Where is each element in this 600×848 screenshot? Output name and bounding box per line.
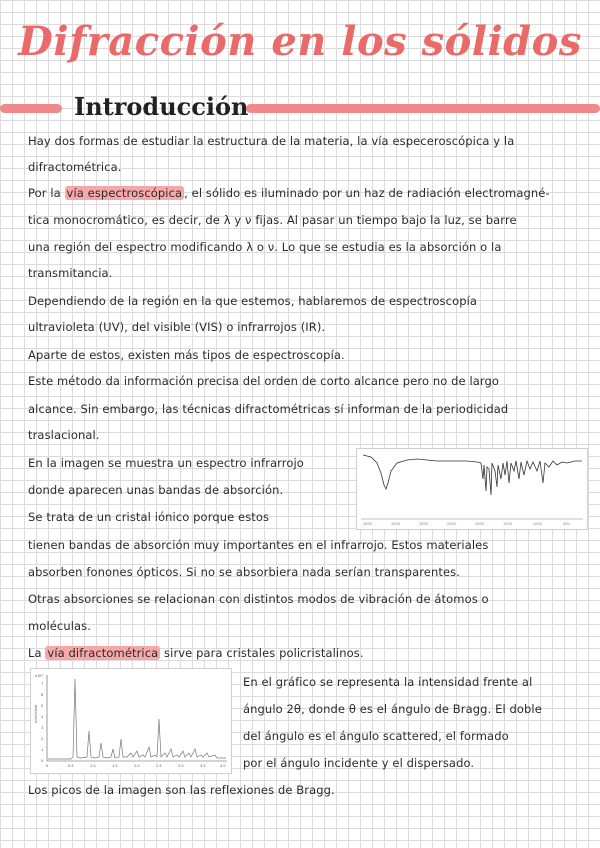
ir-x-tick: 2000 — [475, 522, 484, 526]
xrd-y-tick: 4 — [41, 715, 44, 719]
text-line: traslacional. — [28, 428, 100, 442]
text-line: Aparte de estos, existen más tipos de espectroscopía. — [28, 348, 345, 362]
xrd-x-tick: 3.5 — [200, 764, 206, 768]
text-line — [28, 186, 550, 200]
text-line: tica monocromático, es decir, de λ y ν fijas. Al pasar un tiempo bajo la luz, se barre — [28, 213, 517, 227]
text-line: Los picos de la imagen son las reflexiones de Bragg. — [28, 783, 335, 797]
xrd-y-tick: 7 — [41, 682, 44, 686]
text-run: , el sólido es iluminado por un haz de radiación electromagné- — [184, 186, 550, 200]
xrd-x-tick: 3.0 — [178, 764, 184, 768]
text-line: Otras absorciones se relacionan con distintos modos de vibración de átomos o — [28, 592, 489, 606]
page-title: Difracción en los sólidos — [18, 18, 582, 65]
ir-x-tick: 3500 — [391, 522, 400, 526]
text-line: Hay dos formas de estudiar la estructura de la materia, la vía especeroscópica y la — [28, 134, 515, 148]
ir-x-tick: 1500 — [503, 522, 512, 526]
text-run: Por la — [28, 186, 65, 200]
xrd-pattern-figure — [30, 668, 232, 774]
xrd-x-tick: 2.0 — [134, 764, 140, 768]
ir-x-tick: 2500 — [447, 522, 456, 526]
ir-x-tick: 4000 — [363, 522, 372, 526]
text-line: Dependiendo de la región en la que estemos, hablaremos de espectroscopía — [28, 294, 478, 308]
text-line: transmitancia. — [28, 266, 113, 280]
xrd-pattern-plot — [31, 669, 231, 773]
xrd-y-tick: 2 — [41, 737, 44, 741]
xrd-y-tick: 3 — [41, 726, 44, 730]
text-line: difractométrica. — [28, 160, 122, 174]
ir-spectrum-line — [363, 455, 582, 495]
ir-spectrum-figure — [356, 448, 588, 530]
xrd-x-tick: 1.5 — [112, 764, 118, 768]
xrd-y-tick: 5 — [41, 704, 44, 708]
highlight-via-espectroscopica: vía espectroscópica — [66, 186, 183, 200]
section-bar-right — [246, 104, 600, 113]
xrd-y-tick: 6 — [41, 693, 44, 697]
text-line — [28, 646, 364, 660]
text-line: En la imagen se muestra un espectro infrarrojo — [28, 456, 304, 470]
text-run: La — [28, 646, 46, 660]
text-line: del ángulo es el ángulo scattered, el formado — [243, 729, 509, 743]
xrd-y-label: Intensidad — [34, 704, 38, 723]
xrd-x-tick: 2.5 — [156, 764, 162, 768]
ir-x-tick: 1000 — [533, 522, 542, 526]
text-line: donde aparecen unas bandas de absorción. — [28, 483, 284, 497]
xrd-y-multiplier: x10⁴ — [35, 674, 43, 678]
xrd-y-tick: 1 — [41, 748, 44, 752]
xrd-y-tick: 0 — [41, 759, 44, 763]
ir-x-tick: 3000 — [419, 522, 428, 526]
highlight-via-difractometrica: vía difractométrica — [47, 646, 159, 660]
text-run: sirve para cristales policristalinos. — [160, 646, 364, 660]
text-line: una región del espectro modificando λ o ν. Lo que se estudia es la absorción o la — [28, 240, 502, 254]
text-line: ultravioleta (UV), del visible (VIS) o infrarrojos (IR). — [28, 320, 326, 334]
text-line: ángulo 2θ, donde θ es el ángulo de Bragg. El doble — [243, 702, 542, 716]
xrd-x-tick: 0 — [46, 764, 49, 768]
text-line: absorben fonones ópticos. Si no se absorbiera nada serían transparentes. — [28, 565, 460, 579]
xrd-x-tick: 0.5 — [68, 764, 74, 768]
text-line: Se trata de un cristal iónico porque estos — [28, 510, 270, 524]
text-line: por el ángulo incidente y el dispersado. — [243, 756, 475, 770]
section-heading: Introducción — [74, 92, 249, 121]
ir-spectrum-plot — [357, 449, 587, 529]
xrd-x-tick: 1.0 — [90, 764, 96, 768]
text-line: En el gráfico se representa la intensidad frente al — [243, 675, 533, 689]
ir-x-tick: 500 — [563, 522, 570, 526]
xrd-pattern-line — [48, 679, 226, 759]
text-line: Este método da información precisa del orden de corto alcance pero no de largo — [28, 374, 500, 388]
section-bar-left — [0, 104, 62, 113]
xrd-x-tick: 4.0 — [220, 764, 226, 768]
text-line: alcance. Sin embargo, las técnicas difractométricas sí informan de la periodicidad — [28, 402, 509, 416]
text-line: tienen bandas de absorción muy importantes en el infrarrojo. Estos materiales — [28, 538, 489, 552]
text-line: moléculas. — [28, 619, 92, 633]
